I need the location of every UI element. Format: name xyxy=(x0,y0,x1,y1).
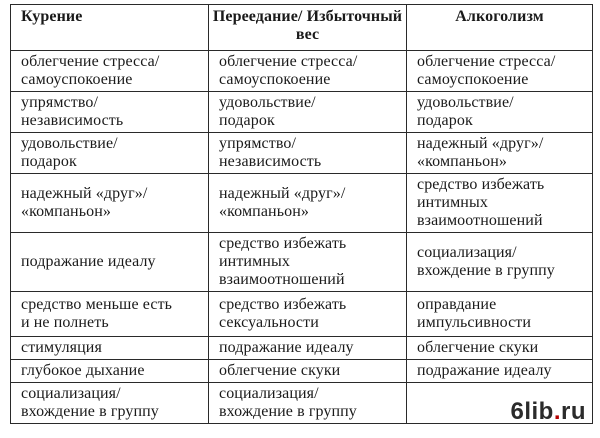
table-cell: удовольствие/ подарок xyxy=(209,92,407,133)
table-row xyxy=(11,51,593,92)
table-cell: подражание идеалу xyxy=(407,360,593,383)
table-cell: облегчение стресса/ самоуспокоение xyxy=(11,51,209,92)
table-cell: глубокое дыхание xyxy=(11,360,209,383)
table-cell: упрямство/ независимость xyxy=(11,92,209,133)
header-alcoholism: Алкоголизм xyxy=(407,5,593,51)
table-cell: надежный «друг»/ «компаньон» xyxy=(11,174,209,233)
table-cell: подражание идеалу xyxy=(209,337,407,360)
table-row xyxy=(11,174,593,233)
table-row xyxy=(11,360,593,383)
table-row xyxy=(11,383,593,424)
table-cell: упрямство/ независимость xyxy=(209,133,407,174)
watermark-suffix: ru xyxy=(561,398,586,425)
table-cell: надежный «друг»/ «компаньон» xyxy=(209,174,407,233)
table-cell: средство меньше есть и не полнеть xyxy=(11,292,209,337)
watermark-dot: . xyxy=(553,398,561,425)
table-cell: социализация/ вхождение в группу xyxy=(209,383,407,424)
watermark-prefix: 6lib xyxy=(510,398,554,425)
table-row xyxy=(11,92,593,133)
table-cell: социализация/ вхождение в группу xyxy=(407,233,593,292)
table-cell: удовольствие/ подарок xyxy=(407,92,593,133)
table-row xyxy=(11,337,593,360)
table-cell: подражание идеалу xyxy=(11,233,209,292)
document-table-frame xyxy=(10,4,592,434)
table-cell: средство избежать сексуальности xyxy=(209,292,407,337)
comparison-table xyxy=(10,4,593,424)
table-row xyxy=(11,233,593,292)
table-cell: средство избежать интимных взаимоотношений xyxy=(407,174,593,233)
header-overeating: Переедание/ Избыточный вес xyxy=(209,5,407,51)
table-cell: надежный «друг»/ «компаньон» xyxy=(407,133,593,174)
table-cell: облегчение скуки xyxy=(407,337,593,360)
table-row xyxy=(11,292,593,337)
table-cell: оправдание импульсивности xyxy=(407,292,593,337)
table-cell: облегчение стресса/ самоуспокоение xyxy=(407,51,593,92)
site-watermark xyxy=(510,398,586,426)
table-cell: стимуляция xyxy=(11,337,209,360)
table-cell: облегчение стресса/ самоуспокоение xyxy=(209,51,407,92)
header-smoking: Курение xyxy=(11,5,209,51)
table-row xyxy=(11,133,593,174)
table-cell: удовольствие/ подарок xyxy=(11,133,209,174)
table-cell: средство избежать интимных взаимоотношений xyxy=(209,233,407,292)
table-header-row xyxy=(11,5,593,51)
table-cell: облегчение скуки xyxy=(209,360,407,383)
table-cell: социализация/ вхождение в группу xyxy=(11,383,209,424)
